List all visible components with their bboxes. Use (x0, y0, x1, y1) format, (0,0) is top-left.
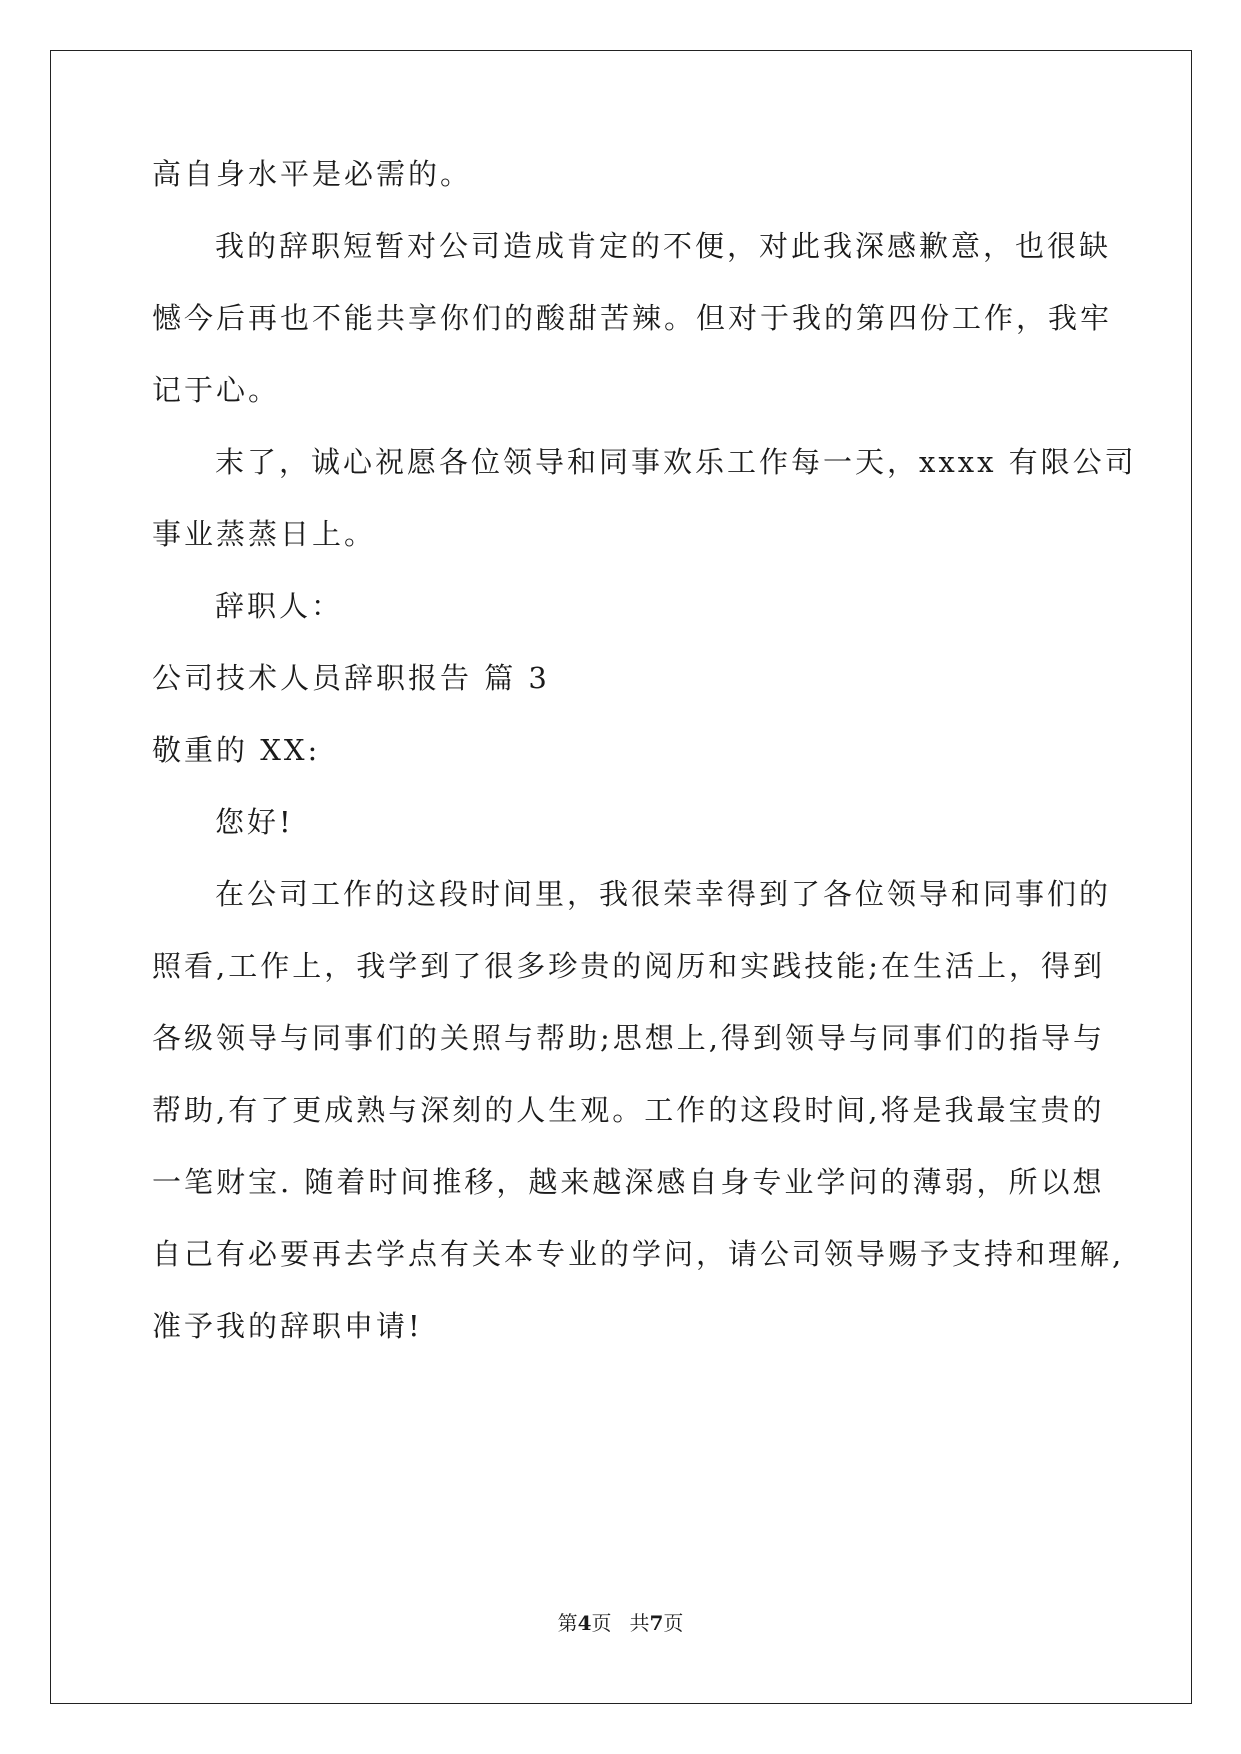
current-page-number: 4 (577, 1611, 592, 1635)
section-heading: 公司技术人员辞职报告 篇 3 (152, 661, 550, 695)
paragraph-line: 各级领导与同事们的关照与帮助;思想上,得到领导与同事们的指导与 (152, 1021, 1105, 1055)
paragraph-line: 自己有必要再去学点有关本专业的学问，请公司领导赐予支持和理解, (152, 1237, 1125, 1271)
page-number-suffix: 页 (591, 1611, 612, 1635)
paragraph-line: 我的辞职短暂对公司造成肯定的不便，对此我深感歉意，也很缺 (215, 229, 1112, 263)
total-pages-suffix: 页 (663, 1611, 684, 1635)
paragraph-line: 记于心。 (152, 373, 281, 407)
paragraph-line: 一笔财宝. 随着时间推移，越来越深感自身专业学问的薄弱，所以想 (152, 1165, 1105, 1199)
paragraph-line: 准予我的辞职申请! (152, 1309, 423, 1343)
paragraph-line: 憾今后再也不能共享你们的酸甜苦辣。但对于我的第四份工作，我牢 (152, 301, 1113, 335)
paragraph-line: 帮助,有了更成熟与深刻的人生观。工作的这段时间,将是我最宝贵的 (152, 1093, 1105, 1127)
signature-label: 辞职人： (215, 589, 344, 623)
paragraph-line: 高自身水平是必需的。 (152, 157, 473, 191)
total-page-count: 7 (649, 1611, 664, 1635)
paragraph-line: 在公司工作的这段时间里，我很荣幸得到了各位领导和同事们的 (215, 877, 1112, 911)
total-pages-prefix: 共 (629, 1611, 650, 1635)
page-number-prefix: 第 (557, 1611, 578, 1635)
paragraph-line: 事业蒸蒸日上。 (152, 517, 377, 551)
paragraph-line: 照看,工作上，我学到了很多珍贵的阅历和实践技能;在生活上，得到 (152, 949, 1105, 983)
page-footer (0, 1610, 1241, 1636)
paragraph-line: 末了，诚心祝愿各位领导和同事欢乐工作每一天，xxxx 有限公司 (215, 445, 1137, 479)
salutation: 敬重的 XX: (152, 733, 321, 767)
greeting: 您好! (215, 805, 294, 839)
